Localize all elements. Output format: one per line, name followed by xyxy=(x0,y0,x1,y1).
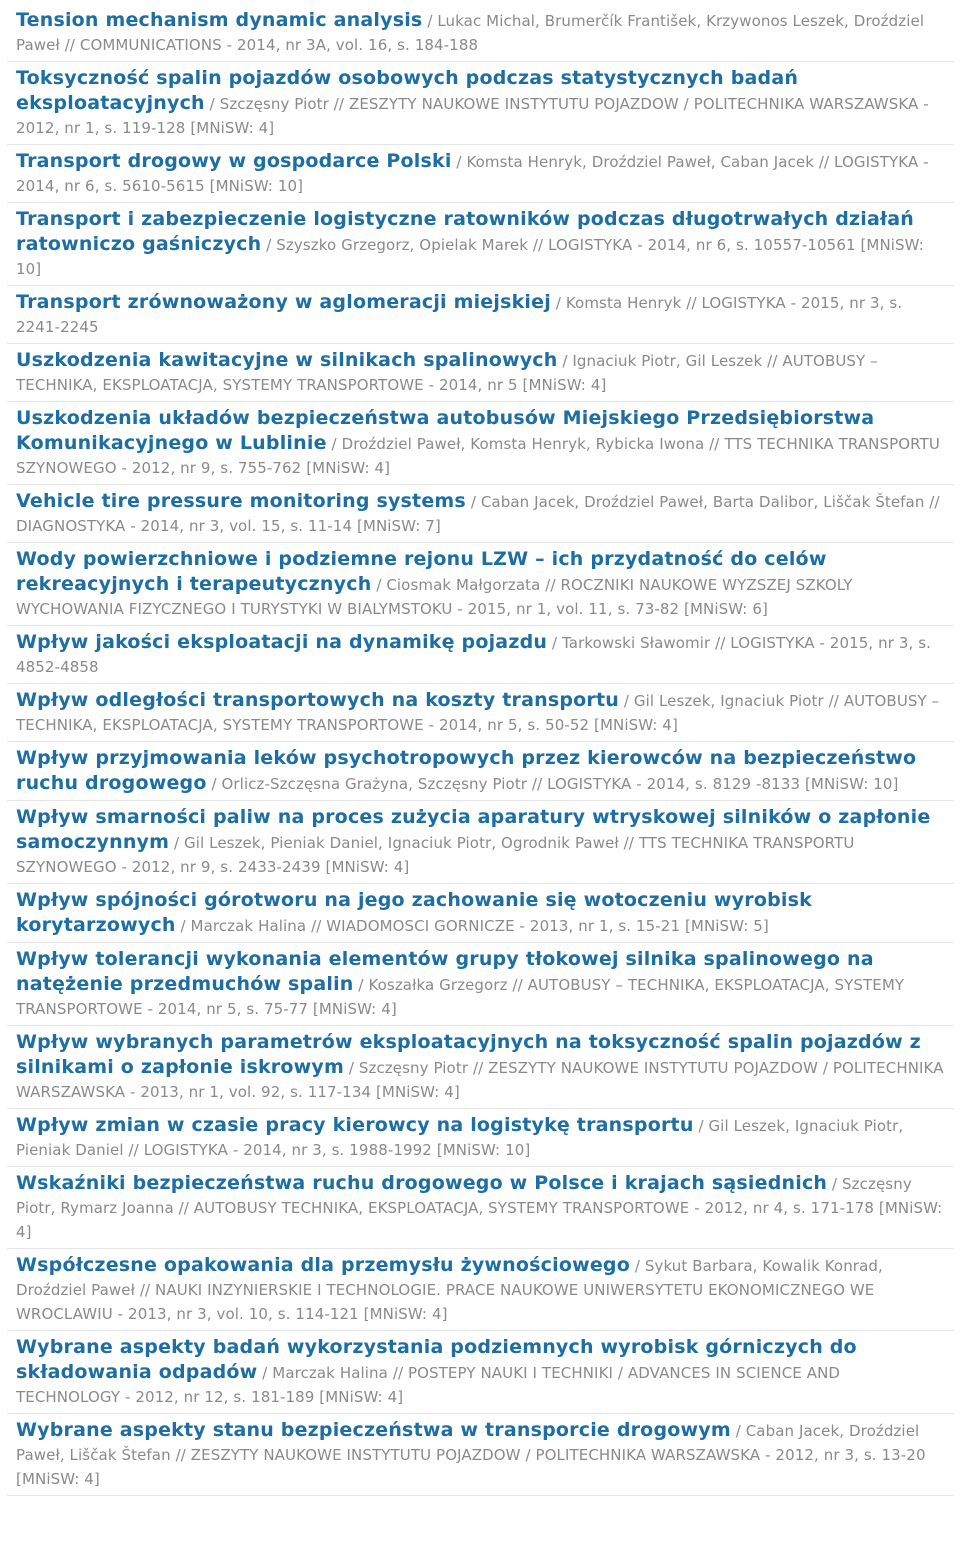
publication-title-link[interactable]: Wybrane aspekty stanu bezpieczeństwa w transporcie drogowym xyxy=(16,1419,731,1441)
publication-title-link[interactable]: Transport i zabezpieczenie logistyczne ratowników podczas długotrwałych działań ratowniczo gaśniczych xyxy=(16,208,915,255)
publication-entry xyxy=(7,1026,954,1109)
publication-title-link[interactable]: Wpływ zmian w czasie pracy kierowcy na logistykę transportu xyxy=(16,1114,694,1136)
publication-meta: / Szczęsny Piotr // ZESZYTY NAUKOWE INSTYTUTU POJAZDOW / POLITECHNIKA WARSZAWSKA - 2012, nr 1, s. 119-128 [MNiSW: 4] xyxy=(16,95,929,137)
publication-title-link[interactable]: Wskaźniki bezpieczeństwa ruchu drogowego w Polsce i krajach sąsiednich xyxy=(16,1172,828,1194)
publication-meta: / Ignaciuk Piotr, Gil Leszek // AUTOBUSY – TECHNIKA, EKSPLOATACJA, SYSTEMY TRANSPORTOWE - 2014, nr 5 [MNiSW: 4] xyxy=(16,352,878,394)
publication-title-link[interactable]: Uszkodzenia układów bezpieczeństwa autobusów Miejskiego Przedsiębiorstwa Komunikacyjnego w Lublinie xyxy=(16,407,875,454)
publication-title-link[interactable]: Transport zrównoważony w aglomeracji miejskiej xyxy=(16,291,551,313)
publication-title-link[interactable]: Wpływ odległości transportowych na koszty transportu xyxy=(16,689,619,711)
publication-meta: / Szyszko Grzegorz, Opielak Marek // LOGISTYKA - 2014, nr 6, s. 10557-10561 [MNiSW: 10] xyxy=(16,236,924,278)
publication-meta: / Gil Leszek, Pieniak Daniel, Ignaciuk Piotr, Ogrodnik Paweł // TTS TECHNIKA TRANSPORTU SZYNOWEGO - 2012, nr 9, s. 2433-2439 [MNiSW: 4] xyxy=(16,834,855,876)
publication-meta: / Ciosmak Małgorzata // ROCZNIKI NAUKOWE WYZSZEJ SZKOLY WYCHOWANIA FIZYCZNEGO I TURYSTYKI W BIALYMSTOKU - 2015, nr 1, vol. 11, s. 73-82 [MNiSW: 6] xyxy=(16,576,853,618)
publication-title-link[interactable]: Wpływ przyjmowania leków psychotropowych przez kierowców na bezpieczeństwo ruchu drogowego xyxy=(16,747,917,794)
publication-meta: / Marczak Halina // POSTEPY NAUKI I TECHNIKI / ADVANCES IN SCIENCE AND TECHNOLOGY - 2012, nr 12, s. 181-189 [MNiSW: 4] xyxy=(16,1364,841,1406)
publication-entry xyxy=(7,884,954,943)
publication-entry xyxy=(7,62,954,145)
publication-entry xyxy=(7,943,954,1026)
publication-title-link[interactable]: Wpływ smarności paliw na proces zużycia aparatury wtryskowej silników o zapłonie samoczynnym xyxy=(16,806,931,853)
publication-meta: / Tarkowski Sławomir // LOGISTYKA - 2015, nr 3, s. 4852-4858 xyxy=(16,634,932,676)
publication-title-link[interactable]: Toksyczność spalin pojazdów osobowych podczas statystycznych badań eksploatacyjnych xyxy=(16,67,799,114)
publication-title-link[interactable]: Wpływ spójności górotworu na jego zachowanie się wotoczeniu wyrobisk korytarzowych xyxy=(16,889,812,936)
publication-entry xyxy=(7,801,954,884)
publication-entry xyxy=(7,4,954,62)
publication-meta: / Szczęsny Piotr // ZESZYTY NAUKOWE INSTYTUTU POJAZDOW / POLITECHNIKA WARSZAWSKA - 2013, nr 1, vol. 92, s. 117-134 [MNiSW: 4] xyxy=(16,1059,944,1101)
publication-meta: / Sykut Barbara, Kowalik Konrad, Droździel Paweł // NAUKI INZYNIERSKIE I TECHNOLOGIE. PRACE NAUKOWE UNIWERSYTETU EKONOMICZNEGO WE WROCLAWIU - 2013, nr 3, vol. 10, s. 114-121 [MNiSW: 4] xyxy=(16,1257,883,1323)
publication-meta: / Gil Leszek, Ignaciuk Piotr, Pieniak Daniel // LOGISTYKA - 2014, nr 3, s. 1988-1992 [MNiSW: 10] xyxy=(16,1117,904,1159)
publication-meta: / Komsta Henryk // LOGISTYKA - 2015, nr 3, s. 2241-2245 xyxy=(16,294,903,336)
publication-meta: / Caban Jacek, Droździel Paweł, Liščak Štefan // ZESZYTY NAUKOWE INSTYTUTU POJAZDOW / POLITECHNIKA WARSZAWSKA - 2012, nr 3, s. 13-20 [MNiSW: 4] xyxy=(16,1422,926,1488)
publication-title-link[interactable]: Wybrane aspekty badań wykorzystania podziemnych wyrobisk górniczych do składowania odpadów xyxy=(16,1336,857,1383)
publication-entry xyxy=(7,543,954,626)
publication-entry xyxy=(7,203,954,286)
publication-entry xyxy=(7,344,954,402)
publication-meta: / Lukac Michal, Brumerčík František, Krzywonos Leszek, Droździel Paweł // COMMUNICATIONS - 2014, nr 3A, vol. 16, s. 184-188 xyxy=(16,12,925,54)
publication-meta: / Caban Jacek, Droździel Paweł, Barta Dalibor, Liščak Štefan // DIAGNOSTYKA - 2014, nr 3, vol. 15, s. 11-14 [MNiSW: 7] xyxy=(16,493,940,535)
publication-title-link[interactable]: Wpływ tolerancji wykonania elementów grupy tłokowej silnika spalinowego na natężenie przedmuchów spalin xyxy=(16,948,874,995)
publication-meta: / Komsta Henryk, Droździel Paweł, Caban Jacek // LOGISTYKA - 2014, nr 6, s. 5610-5615 [MNiSW: 10] xyxy=(16,153,929,195)
publication-entry xyxy=(7,742,954,801)
publication-title-link[interactable]: Uszkodzenia kawitacyjne w silnikach spalinowych xyxy=(16,349,558,371)
publication-meta: / Koszałka Grzegorz // AUTOBUSY – TECHNIKA, EKSPLOATACJA, SYSTEMY TRANSPORTOWE - 2014, nr 5, s. 75-77 [MNiSW: 4] xyxy=(16,976,905,1018)
publication-entry xyxy=(7,1331,954,1414)
publication-entry xyxy=(7,1167,954,1249)
publication-entry xyxy=(7,402,954,485)
publication-meta: / Gil Leszek, Ignaciuk Piotr // AUTOBUSY – TECHNIKA, EKSPLOATACJA, SYSTEMY TRANSPORTOWE - 2014, nr 5, s. 50-52 [MNiSW: 4] xyxy=(16,692,940,734)
publication-entry xyxy=(7,684,954,742)
publication-title-link[interactable]: Współczesne opakowania dla przemysłu żywnościowego xyxy=(16,1254,630,1276)
publication-title-link[interactable]: Wpływ wybranych parametrów eksploatacyjnych na toksyczność spalin pojazdów z silnikami o zapłonie iskrowym xyxy=(16,1031,921,1078)
publication-meta: / Marczak Halina // WIADOMOSCI GORNICZE - 2013, nr 1, s. 15-21 [MNiSW: 5] xyxy=(180,917,769,935)
publication-entry xyxy=(7,286,954,344)
publication-title-link[interactable]: Wody powierzchniowe i podziemne rejonu LZW – ich przydatność do celów rekreacyjnych i terapeutycznych xyxy=(16,548,827,595)
publication-entry xyxy=(7,145,954,203)
publication-title-link[interactable]: Wpływ jakości eksploatacji na dynamikę pojazdu xyxy=(16,631,548,653)
publication-meta: / Droździel Paweł, Komsta Henryk, Rybicka Iwona // TTS TECHNIKA TRANSPORTU SZYNOWEGO - 2012, nr 9, s. 755-762 [MNiSW: 4] xyxy=(16,435,940,477)
publication-entry xyxy=(7,485,954,543)
publication-title-link[interactable]: Transport drogowy w gospodarce Polski xyxy=(16,150,452,172)
publication-entry xyxy=(7,1414,954,1496)
publication-title-link[interactable]: Tension mechanism dynamic analysis xyxy=(16,9,423,31)
publication-title-link[interactable]: Vehicle tire pressure monitoring systems xyxy=(16,490,466,512)
publication-entry xyxy=(7,1249,954,1331)
publication-entry xyxy=(7,626,954,684)
publication-entry xyxy=(7,1109,954,1167)
publication-meta: / Orlicz-Szczęsna Grażyna, Szczęsny Piotr // LOGISTYKA - 2014, s. 8129 -8133 [MNiSW: 10] xyxy=(211,775,899,793)
publication-meta: / Szczęsny Piotr, Rymarz Joanna // AUTOBUSY TECHNIKA, EKSPLOATACJA, SYSTEMY TRANSPORTOWE - 2012, nr 4, s. 171-178 [MNiSW: 4] xyxy=(16,1175,943,1241)
